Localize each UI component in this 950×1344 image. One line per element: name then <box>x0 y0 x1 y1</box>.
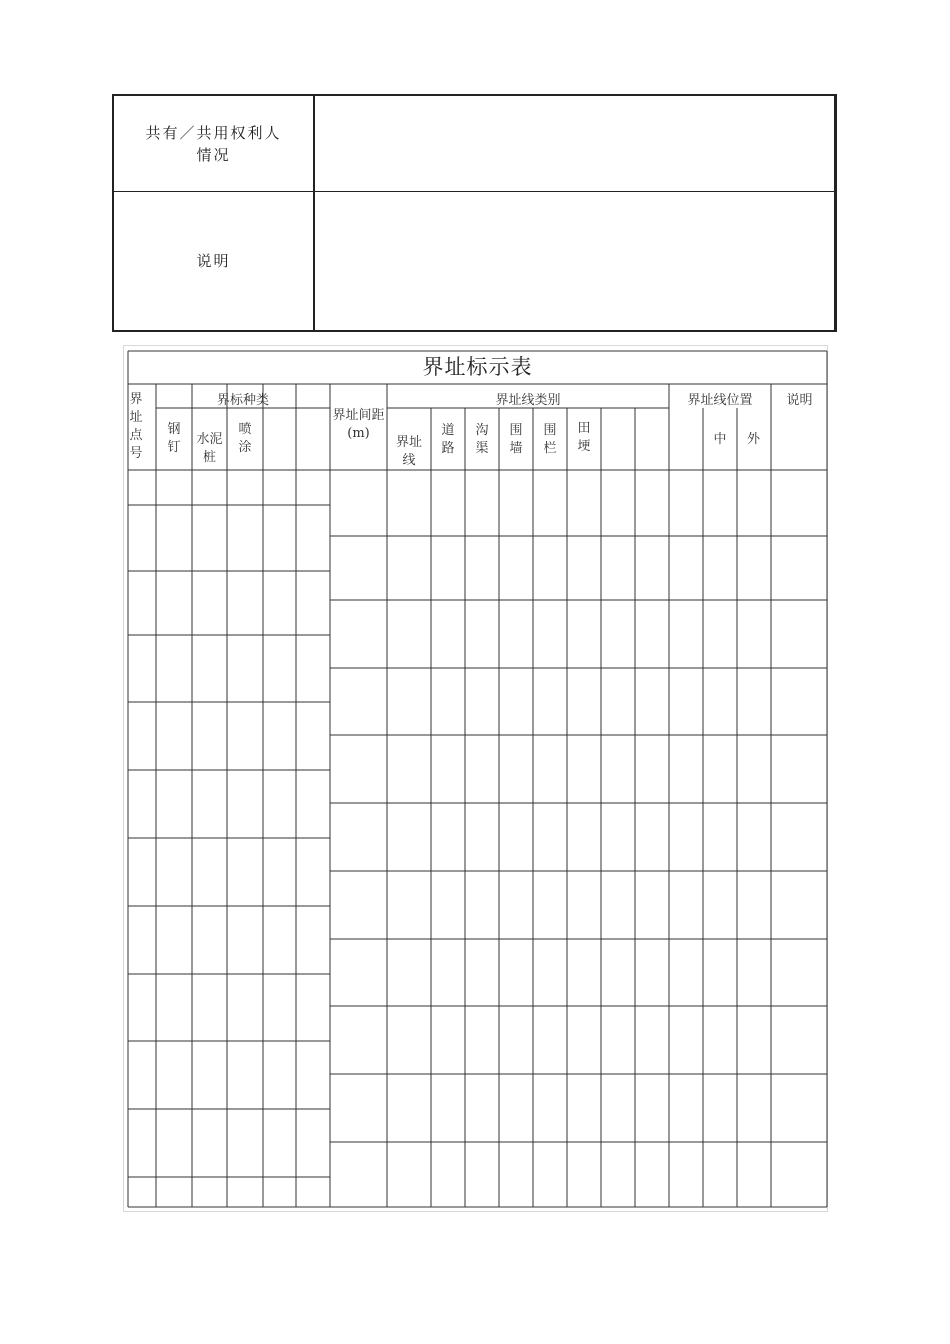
co-owner-label-line2: 情况 <box>196 145 231 164</box>
remarks-label: 说明 <box>114 192 315 330</box>
header-spray-paint: 喷涂 <box>238 422 252 455</box>
header-fence: 围栏 <box>543 423 557 456</box>
header-position-middle: 中 <box>713 432 727 447</box>
boundary-table-title: 界址标示表 <box>422 355 533 379</box>
header-steel-nail: 钢钉 <box>167 422 181 455</box>
header-point-no: 界址点号 <box>129 392 143 461</box>
header-wall: 围墙 <box>509 423 523 456</box>
header-marker-type: 界标种类 <box>216 393 269 408</box>
co-owner-label-line1: 共有／共用权利人 <box>145 123 282 142</box>
header-position-outer: 外 <box>746 432 760 447</box>
header-line-position: 界址线位置 <box>687 393 753 408</box>
header-ditch: 沟渠 <box>475 423 489 456</box>
header-road: 道路 <box>441 423 455 456</box>
header-concrete-pile: 水泥桩 <box>196 432 223 465</box>
header-line-category: 界址线类别 <box>495 393 561 408</box>
header-boundary-line: 界址线 <box>395 435 422 468</box>
header-field-ridge: 田埂 <box>577 421 591 454</box>
header-distance: 界址间距(m) <box>332 408 385 441</box>
header-remarks: 说明 <box>786 393 813 408</box>
